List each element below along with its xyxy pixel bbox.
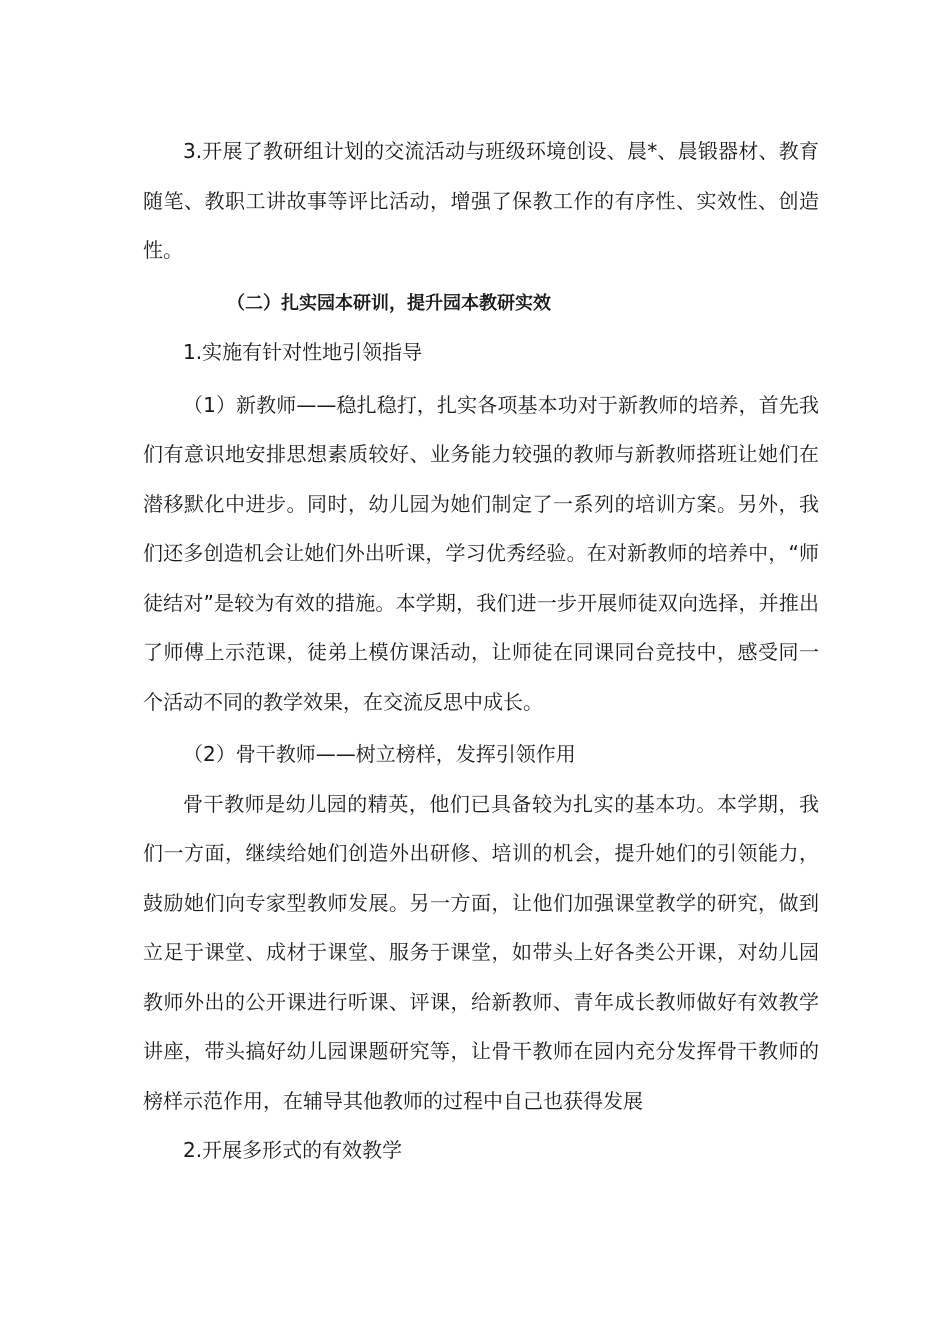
subheading-effective-teaching: 2.开展多形式的有效教学 (183, 1138, 403, 1162)
paragraph-new-teacher: （1）新教师——稳扎稳打，扎实各项基本功对于新教师的培养，首先我们有意识地安排思想素质较好、业务能力较强的教师与新教师搭班让她们在潜移默化中进步。同时，幼儿园为她们制定了一系列的培训方案。另外，我们还多创造机会让她们外出听课，学习优秀经验。在对新教师的培养中，“师徒结对”是较为有效的措施。本学期，我们进一步开展师徒双向选择，并推出了师傅上示范课，徒弟上模仿课活动，让师徒在同课同台竞技中，感受同一个活动不同的教学效果，在交流反思中成长。 (143, 392, 819, 714)
section-heading: （二）扎实园本研训，提升园本教研实效 (227, 292, 551, 314)
paragraph-activities: 3.开展了教研组计划的交流活动与班级环境创设、晨*、晨锻器材、教育随笔、教职工讲故事等评比活动，增强了保教工作的有序性、实效性、创造性。 (143, 139, 819, 262)
paragraph-backbone-teacher: 骨干教师是幼儿园的精英，他们已具备较为扎实的基本功。本学期，我们一方面，继续给她们创造外出研修、培训的机会，提升她们的引领能力，鼓励她们向专家型教师发展。另一方面，让他们加强课堂教学的研究，做到立足于课堂、成材于课堂、服务于课堂，如带头上好各类公开课，对幼儿园教师外出的公开课进行听课、评课，给新教师、青年成长教师做好有效教学讲座，带头搞好幼儿园课题研究等，让骨干教师在园内充分发挥骨干教师的榜样示范作用，在辅导其他教师的过程中自己也获得发展 (143, 791, 819, 1113)
document-body (143, 127, 819, 1176)
subheading-guidance: 1.实施有针对性地引领指导 (183, 340, 423, 364)
subheading-backbone-teacher: （2）骨干教师——树立榜样，发挥引领作用 (183, 742, 576, 766)
